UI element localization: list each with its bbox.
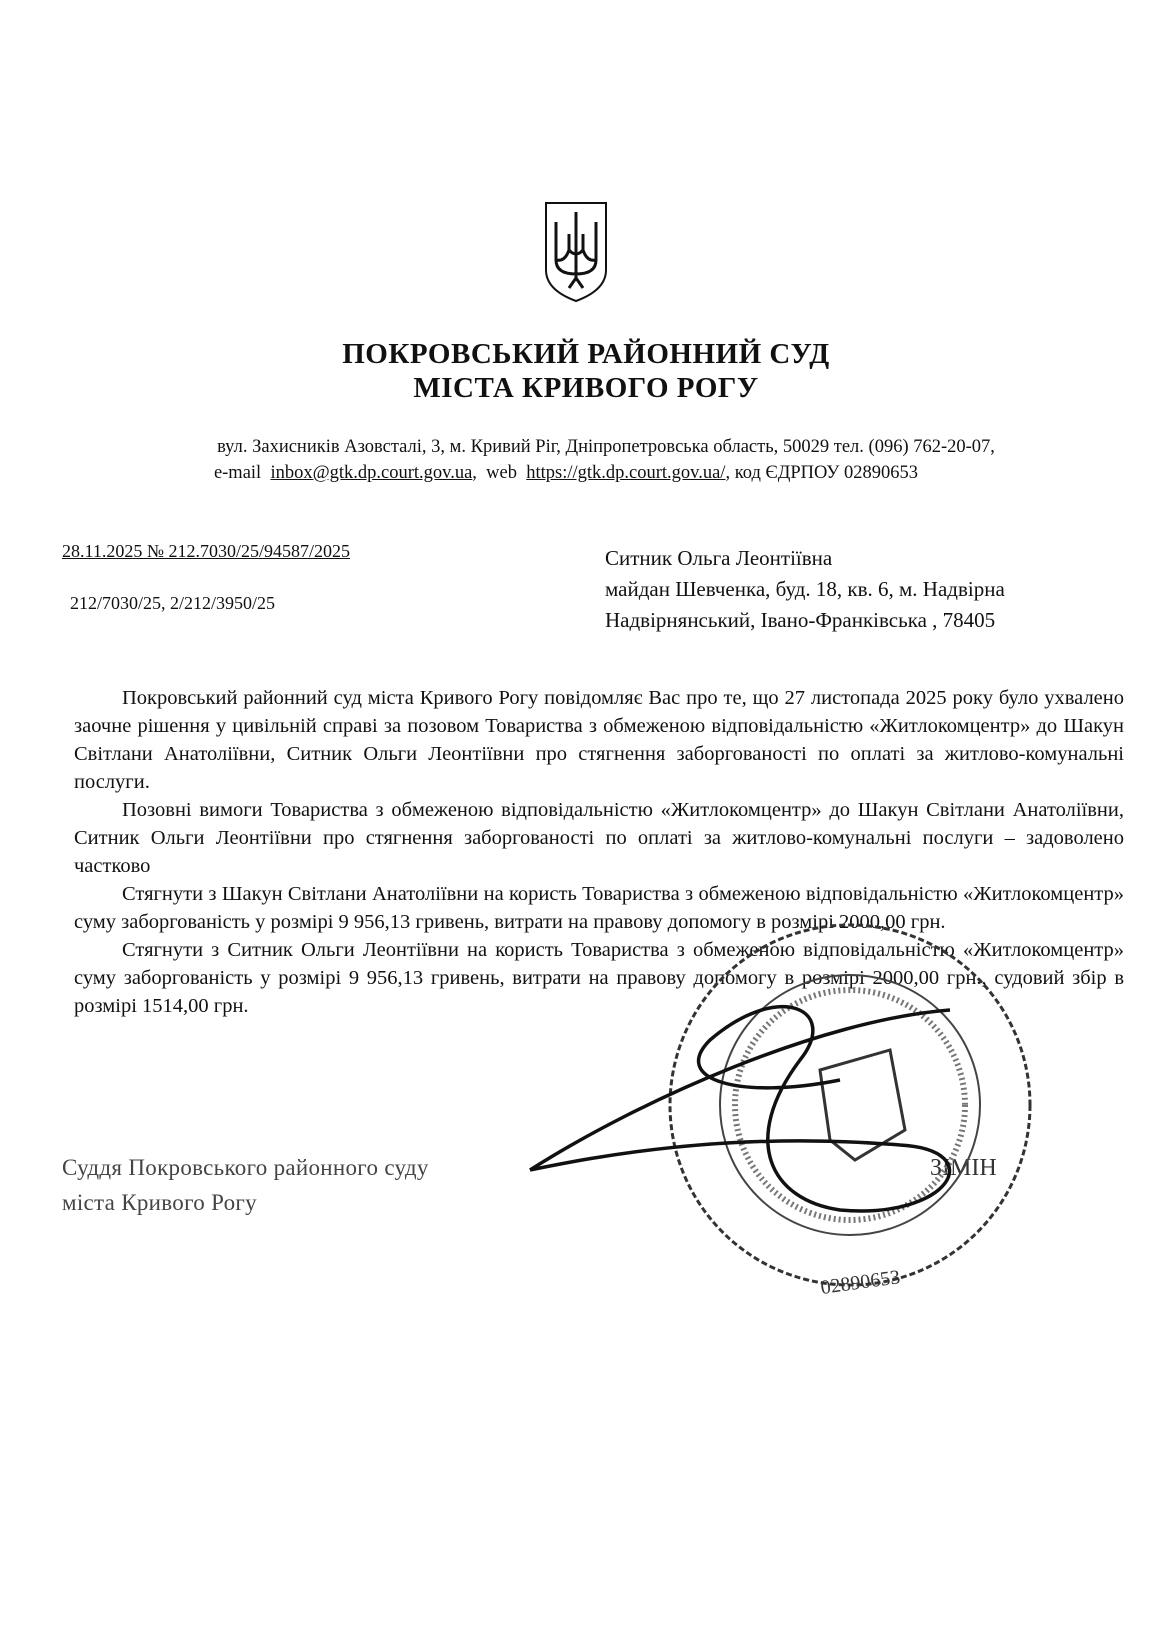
email-link[interactable]: inbox@gtk.dp.court.gov.ua xyxy=(270,463,473,483)
email-label: e-mail xyxy=(213,463,262,483)
web-link[interactable]: https://gtk.dp.court.gov.ua/ xyxy=(526,463,726,483)
body-paragraph: Покровський районний суд міста Кривого Рогу повідомляє Вас про те, що 27 листопада 2025 року було ухвалено заочне рішення у цивільній справі за позовом Товариства з обмеженою відповідальністю «Житлокомцентр» до Шакун Світлани Анатоліївни, Ситник Ольги Леонтіївни про стягнення заборгованості по оплаті за житлово-комунальні послуги. xyxy=(74,687,1124,793)
recipient-block xyxy=(605,543,1005,636)
signature-line1: Суддя Покровського районного суду xyxy=(62,1155,429,1180)
judge-signature-block xyxy=(62,1150,429,1220)
case-numbers: 212/7030/25, 2/212/3950/25 xyxy=(70,593,276,613)
recipient-address-line2: Надвірнянський, Івано-Франківська , 78405 xyxy=(605,608,996,632)
court-contacts: e-mail inbox@gtk.dp.court.gov.ua, web https://gtk.dp.court.gov.ua/, код ЄДРПОУ 02890653 xyxy=(213,463,919,483)
court-title-line1: ПОКРОВСЬКИЙ РАЙОННИЙ СУД xyxy=(342,338,830,370)
court-address: вул. Захисників Азовсталі, 3, м. Кривий Ріг, Дніпропетровська область, 50029 тел. (096) 762-20-07, xyxy=(217,437,995,457)
web-label: web xyxy=(486,463,517,483)
svg-text:02890653: 02890653 xyxy=(819,1266,902,1300)
body-paragraph: Стягнути з Ситник Ольги Леонтіївни на користь Товариства з обмеженою відповідальністю «Житлокомцентр» суму заборгованість у розмірі 9 956,13 гривень, витрати на правову допомогу в розмірі 2000,00 грн., судовий збір в розмірі 1514,00 грн. xyxy=(74,939,1124,1017)
signature-line2: міста Кривого Рогу xyxy=(62,1190,257,1215)
body-paragraph: Позовні вимоги Товариства з обмеженою відповідальністю «Житлокомцентр» до Шакун Світлани Анатоліївни, Ситник Ольги Леонтіївни про стягнення заборгованості по оплаті за житлово-комунальні послуги – задоволено частково xyxy=(74,799,1124,877)
recipient-name: Ситник Ольга Леонтіївна xyxy=(605,546,833,570)
body-paragraph: Стягнути з Шакун Світлани Анатоліївни на користь Товариства з обмеженою відповідальністю «Житлокомцентр» суму заборгованість у розмірі 9 956,13 гривень, витрати на правову допомогу в розмірі 2000,00 грн. xyxy=(74,883,1124,933)
recipient-address-line1: майдан Шевченка, буд. 18, кв. 6, м. Надвірна xyxy=(605,577,1005,601)
court-seal-stamp xyxy=(520,900,1100,1300)
court-title-line2: МІСТА КРИВОГО РОГУ xyxy=(413,372,759,404)
outgoing-number: 28.11.2025 № 212.7030/25/94587/2025 xyxy=(62,541,351,561)
judge-name: ЗІМІН xyxy=(930,1155,997,1181)
edrpou-code: код ЄДРПОУ 02890653 xyxy=(734,463,919,483)
coat-of-arms-trident-icon xyxy=(543,200,609,304)
